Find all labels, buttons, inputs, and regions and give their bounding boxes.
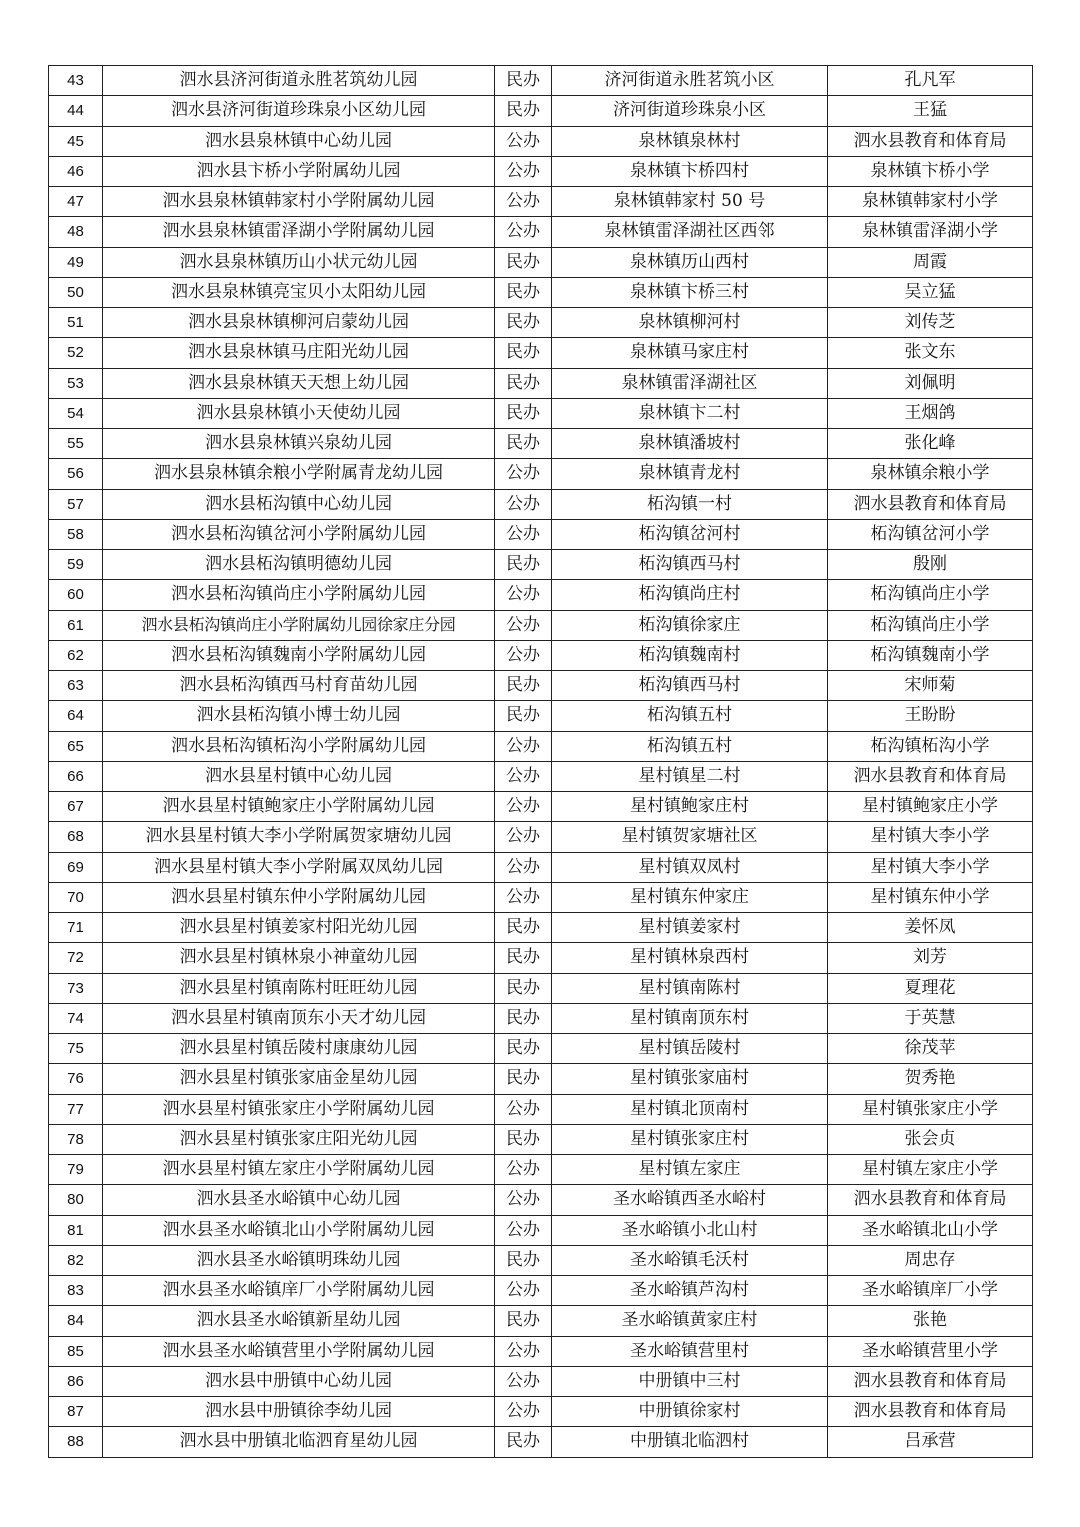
address-cell: 柘沟镇魏南村 (552, 640, 828, 670)
row-number-cell: 56 (49, 459, 103, 489)
row-number-cell: 66 (49, 761, 103, 791)
row-number-cell: 74 (49, 1003, 103, 1033)
operator-cell: 泗水县教育和体育局 (828, 1397, 1033, 1427)
address-cell: 泉林镇雷泽湖社区西邻 (552, 217, 828, 247)
row-number-cell: 51 (49, 308, 103, 338)
ownership-type-cell: 公办 (495, 580, 552, 610)
kindergarten-name-cell: 泗水县星村镇东仲小学附属幼儿园 (103, 882, 495, 912)
ownership-type-cell: 民办 (495, 1003, 552, 1033)
table-row (49, 1094, 1033, 1124)
operator-cell: 星村镇东仲小学 (828, 882, 1033, 912)
address-cell: 星村镇星二村 (552, 761, 828, 791)
address-cell: 泉林镇卞桥四村 (552, 156, 828, 186)
ownership-type-cell: 公办 (495, 1185, 552, 1215)
address-cell: 中册镇徐家村 (552, 1397, 828, 1427)
operator-cell: 泉林镇余粮小学 (828, 459, 1033, 489)
ownership-type-cell: 公办 (495, 1336, 552, 1366)
kindergarten-name-cell: 泗水县泉林镇马庄阳光幼儿园 (103, 338, 495, 368)
row-number-cell: 54 (49, 398, 103, 428)
address-cell: 泉林镇韩家村 50 号 (552, 187, 828, 217)
kindergarten-name-cell: 泗水县星村镇张家庄阳光幼儿园 (103, 1124, 495, 1154)
table-row (49, 701, 1033, 731)
address-cell: 星村镇贺家塘社区 (552, 822, 828, 852)
ownership-type-cell: 民办 (495, 913, 552, 943)
row-number-cell: 63 (49, 671, 103, 701)
row-number-cell: 80 (49, 1185, 103, 1215)
operator-cell: 周忠存 (828, 1245, 1033, 1275)
kindergarten-name-cell: 泗水县卞桥小学附属幼儿园 (103, 156, 495, 186)
row-number-cell: 61 (49, 610, 103, 640)
row-number-cell: 76 (49, 1064, 103, 1094)
operator-cell: 王盼盼 (828, 701, 1033, 731)
ownership-type-cell: 公办 (495, 761, 552, 791)
address-cell: 泉林镇泉林村 (552, 126, 828, 156)
ownership-type-cell: 公办 (495, 1397, 552, 1427)
kindergarten-name-cell: 泗水县星村镇大李小学附属贺家塘幼儿园 (103, 822, 495, 852)
operator-cell: 星村镇大李小学 (828, 852, 1033, 882)
row-number-cell: 83 (49, 1276, 103, 1306)
kindergarten-name-cell: 泗水县圣水峪镇中心幼儿园 (103, 1185, 495, 1215)
kindergarten-name-cell: 泗水县中册镇中心幼儿园 (103, 1366, 495, 1396)
address-cell: 柘沟镇徐家庄 (552, 610, 828, 640)
table-row (49, 640, 1033, 670)
kindergarten-name-cell: 泗水县星村镇南顶东小天才幼儿园 (103, 1003, 495, 1033)
table-row (49, 459, 1033, 489)
table-row (49, 308, 1033, 338)
kindergarten-name-cell: 泗水县星村镇岳陵村康康幼儿园 (103, 1034, 495, 1064)
kindergarten-name-cell: 泗水县泉林镇韩家村小学附属幼儿园 (103, 187, 495, 217)
ownership-type-cell: 公办 (495, 882, 552, 912)
table-row (49, 338, 1033, 368)
ownership-type-cell: 民办 (495, 1306, 552, 1336)
kindergarten-list-table (48, 65, 1033, 1458)
row-number-cell: 86 (49, 1366, 103, 1396)
operator-cell: 柘沟镇柘沟小学 (828, 731, 1033, 761)
operator-cell: 泗水县教育和体育局 (828, 1366, 1033, 1396)
kindergarten-name-cell: 泗水县泉林镇雷泽湖小学附属幼儿园 (103, 217, 495, 247)
operator-cell: 圣水峪镇北山小学 (828, 1215, 1033, 1245)
operator-cell: 于英慧 (828, 1003, 1033, 1033)
table-row (49, 973, 1033, 1003)
kindergarten-name-cell: 泗水县泉林镇小天使幼儿园 (103, 398, 495, 428)
row-number-cell: 49 (49, 247, 103, 277)
address-cell: 星村镇鲍家庄村 (552, 792, 828, 822)
kindergarten-name-cell: 泗水县星村镇南陈村旺旺幼儿园 (103, 973, 495, 1003)
ownership-type-cell: 民办 (495, 338, 552, 368)
operator-cell: 星村镇鲍家庄小学 (828, 792, 1033, 822)
kindergarten-name-cell: 泗水县柘沟镇柘沟小学附属幼儿园 (103, 731, 495, 761)
kindergarten-name-cell: 泗水县泉林镇历山小状元幼儿园 (103, 247, 495, 277)
kindergarten-name-cell: 泗水县济河街道永胜茗筑幼儿园 (103, 66, 495, 96)
row-number-cell: 65 (49, 731, 103, 761)
kindergarten-name-cell: 泗水县泉林镇余粮小学附属青龙幼儿园 (103, 459, 495, 489)
ownership-type-cell: 公办 (495, 1094, 552, 1124)
operator-cell: 王烟鸽 (828, 398, 1033, 428)
table-row (49, 1245, 1033, 1275)
kindergarten-name-cell: 泗水县柘沟镇岔河小学附属幼儿园 (103, 519, 495, 549)
row-number-cell: 57 (49, 489, 103, 519)
table-row (49, 277, 1033, 307)
operator-cell: 泉林镇雷泽湖小学 (828, 217, 1033, 247)
address-cell: 圣水峪镇西圣水峪村 (552, 1185, 828, 1215)
address-cell: 柘沟镇岔河村 (552, 519, 828, 549)
kindergarten-name-cell: 泗水县星村镇张家庙金星幼儿园 (103, 1064, 495, 1094)
operator-cell: 姜怀凤 (828, 913, 1033, 943)
table-row (49, 943, 1033, 973)
operator-cell: 夏理花 (828, 973, 1033, 1003)
table-row (49, 1397, 1033, 1427)
ownership-type-cell: 民办 (495, 701, 552, 731)
row-number-cell: 77 (49, 1094, 103, 1124)
kindergarten-name-cell: 泗水县圣水峪镇北山小学附属幼儿园 (103, 1215, 495, 1245)
ownership-type-cell: 民办 (495, 550, 552, 580)
kindergarten-name-cell: 泗水县星村镇姜家村阳光幼儿园 (103, 913, 495, 943)
table-row (49, 792, 1033, 822)
ownership-type-cell: 民办 (495, 308, 552, 338)
ownership-type-cell: 民办 (495, 66, 552, 96)
kindergarten-name-cell: 泗水县柘沟镇魏南小学附属幼儿园 (103, 640, 495, 670)
table-row (49, 882, 1033, 912)
ownership-type-cell: 公办 (495, 822, 552, 852)
kindergarten-name-cell: 泗水县圣水峪镇营里小学附属幼儿园 (103, 1336, 495, 1366)
table-row (49, 1185, 1033, 1215)
ownership-type-cell: 公办 (495, 640, 552, 670)
address-cell: 圣水峪镇芦沟村 (552, 1276, 828, 1306)
operator-cell: 宋师菊 (828, 671, 1033, 701)
kindergarten-name-cell: 泗水县泉林镇亮宝贝小太阳幼儿园 (103, 277, 495, 307)
table-row (49, 731, 1033, 761)
address-cell: 泉林镇青龙村 (552, 459, 828, 489)
operator-cell: 泉林镇韩家村小学 (828, 187, 1033, 217)
address-cell: 柘沟镇尚庄村 (552, 580, 828, 610)
operator-cell: 刘佩明 (828, 368, 1033, 398)
table-row (49, 429, 1033, 459)
address-cell: 泉林镇马家庄村 (552, 338, 828, 368)
row-number-cell: 59 (49, 550, 103, 580)
row-number-cell: 69 (49, 852, 103, 882)
address-cell: 圣水峪镇小北山村 (552, 1215, 828, 1245)
address-cell: 星村镇姜家村 (552, 913, 828, 943)
ownership-type-cell: 公办 (495, 489, 552, 519)
operator-cell: 星村镇左家庄小学 (828, 1155, 1033, 1185)
operator-cell: 刘芳 (828, 943, 1033, 973)
operator-cell: 吕承营 (828, 1427, 1033, 1457)
table-row (49, 610, 1033, 640)
ownership-type-cell: 公办 (495, 852, 552, 882)
table-row (49, 66, 1033, 96)
row-number-cell: 47 (49, 187, 103, 217)
address-cell: 济河街道珍珠泉小区 (552, 96, 828, 126)
address-cell: 中册镇中三村 (552, 1366, 828, 1396)
ownership-type-cell: 公办 (495, 610, 552, 640)
operator-cell: 张化峰 (828, 429, 1033, 459)
table-row (49, 761, 1033, 791)
address-cell: 柘沟镇五村 (552, 701, 828, 731)
row-number-cell: 78 (49, 1124, 103, 1154)
row-number-cell: 48 (49, 217, 103, 247)
operator-cell: 星村镇大李小学 (828, 822, 1033, 852)
address-cell: 柘沟镇西马村 (552, 671, 828, 701)
table-row (49, 126, 1033, 156)
kindergarten-name-cell: 泗水县星村镇左家庄小学附属幼儿园 (103, 1155, 495, 1185)
address-cell: 星村镇林泉西村 (552, 943, 828, 973)
table-row (49, 1306, 1033, 1336)
operator-cell: 张艳 (828, 1306, 1033, 1336)
row-number-cell: 81 (49, 1215, 103, 1245)
address-cell: 泉林镇卞二村 (552, 398, 828, 428)
kindergarten-name-cell: 泗水县济河街道珍珠泉小区幼儿园 (103, 96, 495, 126)
operator-cell: 张会贞 (828, 1124, 1033, 1154)
operator-cell: 泗水县教育和体育局 (828, 489, 1033, 519)
operator-cell: 张文东 (828, 338, 1033, 368)
kindergarten-name-cell: 泗水县圣水峪镇明珠幼儿园 (103, 1245, 495, 1275)
table-row (49, 852, 1033, 882)
ownership-type-cell: 民办 (495, 429, 552, 459)
address-cell: 济河街道永胜茗筑小区 (552, 66, 828, 96)
table-row (49, 822, 1033, 852)
table-row (49, 1034, 1033, 1064)
address-cell: 星村镇左家庄 (552, 1155, 828, 1185)
ownership-type-cell: 民办 (495, 1427, 552, 1457)
ownership-type-cell: 公办 (495, 187, 552, 217)
ownership-type-cell: 民办 (495, 398, 552, 428)
operator-cell: 柘沟镇岔河小学 (828, 519, 1033, 549)
operator-cell: 圣水峪镇庠厂小学 (828, 1276, 1033, 1306)
row-number-cell: 43 (49, 66, 103, 96)
table-row (49, 96, 1033, 126)
table-row (49, 1276, 1033, 1306)
kindergarten-name-cell: 泗水县星村镇中心幼儿园 (103, 761, 495, 791)
table-row (49, 580, 1033, 610)
table-row (49, 368, 1033, 398)
address-cell: 泉林镇历山西村 (552, 247, 828, 277)
operator-cell: 殷刚 (828, 550, 1033, 580)
operator-cell: 柘沟镇魏南小学 (828, 640, 1033, 670)
ownership-type-cell: 公办 (495, 459, 552, 489)
operator-cell: 柘沟镇尚庄小学 (828, 580, 1033, 610)
operator-cell: 泗水县教育和体育局 (828, 1185, 1033, 1215)
row-number-cell: 67 (49, 792, 103, 822)
table-row (49, 1336, 1033, 1366)
kindergarten-name-cell: 泗水县中册镇北临泗育星幼儿园 (103, 1427, 495, 1457)
row-number-cell: 88 (49, 1427, 103, 1457)
ownership-type-cell: 民办 (495, 247, 552, 277)
row-number-cell: 45 (49, 126, 103, 156)
row-number-cell: 64 (49, 701, 103, 731)
kindergarten-name-cell: 泗水县星村镇林泉小神童幼儿园 (103, 943, 495, 973)
address-cell: 星村镇南顶东村 (552, 1003, 828, 1033)
table-row (49, 398, 1033, 428)
ownership-type-cell: 民办 (495, 1245, 552, 1275)
row-number-cell: 60 (49, 580, 103, 610)
row-number-cell: 46 (49, 156, 103, 186)
row-number-cell: 79 (49, 1155, 103, 1185)
operator-cell: 星村镇张家庄小学 (828, 1094, 1033, 1124)
table-row (49, 247, 1033, 277)
kindergarten-name-cell: 泗水县柘沟镇中心幼儿园 (103, 489, 495, 519)
kindergarten-name-cell: 泗水县星村镇大李小学附属双凤幼儿园 (103, 852, 495, 882)
address-cell: 泉林镇卞桥三村 (552, 277, 828, 307)
table-body (49, 66, 1033, 1458)
operator-cell: 贺秀艳 (828, 1064, 1033, 1094)
table-row (49, 156, 1033, 186)
operator-cell: 吴立猛 (828, 277, 1033, 307)
operator-cell: 泉林镇卞桥小学 (828, 156, 1033, 186)
ownership-type-cell: 公办 (495, 156, 552, 186)
address-cell: 星村镇南陈村 (552, 973, 828, 1003)
address-cell: 星村镇岳陵村 (552, 1034, 828, 1064)
kindergarten-name-cell: 泗水县柘沟镇西马村育苗幼儿园 (103, 671, 495, 701)
address-cell: 星村镇张家庄村 (552, 1124, 828, 1154)
ownership-type-cell: 公办 (495, 217, 552, 247)
table-row (49, 913, 1033, 943)
ownership-type-cell: 公办 (495, 1366, 552, 1396)
table-row (49, 217, 1033, 247)
row-number-cell: 62 (49, 640, 103, 670)
address-cell: 泉林镇潘坡村 (552, 429, 828, 459)
row-number-cell: 71 (49, 913, 103, 943)
table-row (49, 1215, 1033, 1245)
row-number-cell: 70 (49, 882, 103, 912)
ownership-type-cell: 公办 (495, 731, 552, 761)
address-cell: 柘沟镇西马村 (552, 550, 828, 580)
kindergarten-name-cell: 泗水县星村镇张家庄小学附属幼儿园 (103, 1094, 495, 1124)
operator-cell: 刘传芝 (828, 308, 1033, 338)
ownership-type-cell: 民办 (495, 671, 552, 701)
operator-cell: 柘沟镇尚庄小学 (828, 610, 1033, 640)
row-number-cell: 52 (49, 338, 103, 368)
table-row (49, 1427, 1033, 1457)
address-cell: 泉林镇柳河村 (552, 308, 828, 338)
ownership-type-cell: 公办 (495, 1276, 552, 1306)
ownership-type-cell: 公办 (495, 126, 552, 156)
address-cell: 中册镇北临泗村 (552, 1427, 828, 1457)
kindergarten-name-cell: 泗水县柘沟镇尚庄小学附属幼儿园 (103, 580, 495, 610)
operator-cell: 王猛 (828, 96, 1033, 126)
operator-cell: 孔凡军 (828, 66, 1033, 96)
address-cell: 星村镇北顶南村 (552, 1094, 828, 1124)
row-number-cell: 44 (49, 96, 103, 126)
ownership-type-cell: 民办 (495, 1064, 552, 1094)
kindergarten-name-cell: 泗水县柘沟镇明德幼儿园 (103, 550, 495, 580)
address-cell: 星村镇张家庙村 (552, 1064, 828, 1094)
row-number-cell: 87 (49, 1397, 103, 1427)
row-number-cell: 68 (49, 822, 103, 852)
row-number-cell: 58 (49, 519, 103, 549)
table-row (49, 519, 1033, 549)
row-number-cell: 72 (49, 943, 103, 973)
ownership-type-cell: 民办 (495, 1124, 552, 1154)
table-row (49, 550, 1033, 580)
table-row (49, 671, 1033, 701)
row-number-cell: 55 (49, 429, 103, 459)
row-number-cell: 73 (49, 973, 103, 1003)
kindergarten-name-cell: 泗水县圣水峪镇新星幼儿园 (103, 1306, 495, 1336)
kindergarten-name-cell: 泗水县泉林镇柳河启蒙幼儿园 (103, 308, 495, 338)
kindergarten-name-cell: 泗水县圣水峪镇庠厂小学附属幼儿园 (103, 1276, 495, 1306)
ownership-type-cell: 民办 (495, 368, 552, 398)
address-cell: 圣水峪镇毛沃村 (552, 1245, 828, 1275)
row-number-cell: 85 (49, 1336, 103, 1366)
table-row (49, 187, 1033, 217)
table-row (49, 1064, 1033, 1094)
table-row (49, 1155, 1033, 1185)
kindergarten-name-cell: 泗水县柘沟镇小博士幼儿园 (103, 701, 495, 731)
ownership-type-cell: 民办 (495, 973, 552, 1003)
address-cell: 圣水峪镇营里村 (552, 1336, 828, 1366)
ownership-type-cell: 公办 (495, 1215, 552, 1245)
row-number-cell: 75 (49, 1034, 103, 1064)
ownership-type-cell: 民办 (495, 1034, 552, 1064)
address-cell: 星村镇双凤村 (552, 852, 828, 882)
table-row (49, 1366, 1033, 1396)
kindergarten-name-cell: 泗水县中册镇徐李幼儿园 (103, 1397, 495, 1427)
ownership-type-cell: 民办 (495, 943, 552, 973)
kindergarten-name-cell: 泗水县泉林镇中心幼儿园 (103, 126, 495, 156)
ownership-type-cell: 公办 (495, 519, 552, 549)
operator-cell: 周霞 (828, 247, 1033, 277)
kindergarten-name-cell: 泗水县泉林镇兴泉幼儿园 (103, 429, 495, 459)
ownership-type-cell: 民办 (495, 96, 552, 126)
row-number-cell: 82 (49, 1245, 103, 1275)
address-cell: 圣水峪镇黄家庄村 (552, 1306, 828, 1336)
address-cell: 星村镇东仲家庄 (552, 882, 828, 912)
table-row (49, 1003, 1033, 1033)
ownership-type-cell: 公办 (495, 1155, 552, 1185)
kindergarten-name-cell: 泗水县星村镇鲍家庄小学附属幼儿园 (103, 792, 495, 822)
row-number-cell: 50 (49, 277, 103, 307)
ownership-type-cell: 民办 (495, 277, 552, 307)
operator-cell: 圣水峪镇营里小学 (828, 1336, 1033, 1366)
table-row (49, 1124, 1033, 1154)
kindergarten-name-cell: 泗水县柘沟镇尚庄小学附属幼儿园徐家庄分园 (103, 610, 495, 640)
operator-cell: 泗水县教育和体育局 (828, 126, 1033, 156)
kindergarten-name-cell: 泗水县泉林镇天天想上幼儿园 (103, 368, 495, 398)
address-cell: 柘沟镇一村 (552, 489, 828, 519)
row-number-cell: 84 (49, 1306, 103, 1336)
address-cell: 泉林镇雷泽湖社区 (552, 368, 828, 398)
operator-cell: 徐茂苹 (828, 1034, 1033, 1064)
ownership-type-cell: 公办 (495, 792, 552, 822)
table-row (49, 489, 1033, 519)
row-number-cell: 53 (49, 368, 103, 398)
address-cell: 柘沟镇五村 (552, 731, 828, 761)
operator-cell: 泗水县教育和体育局 (828, 761, 1033, 791)
